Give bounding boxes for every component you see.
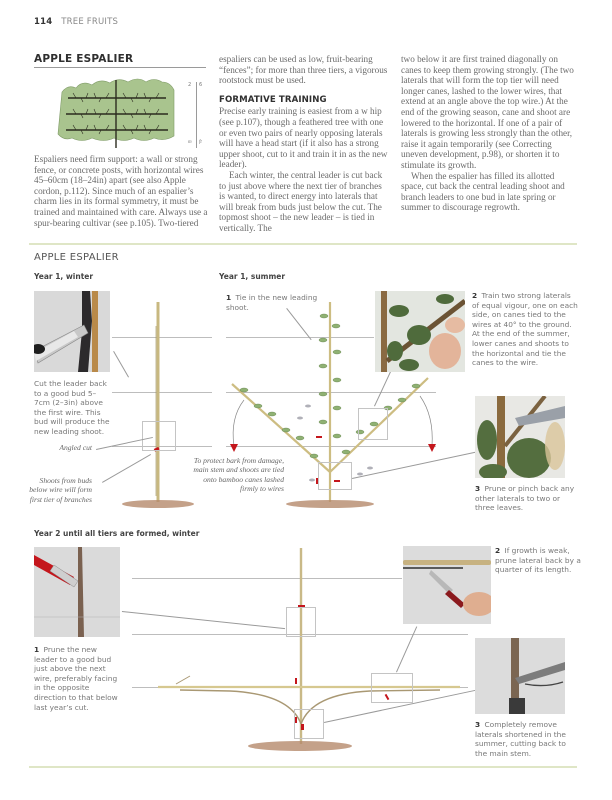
remove-lateral-callout <box>294 709 324 739</box>
step-number: 1 <box>226 293 232 302</box>
intro-paragraph-1: Espaliers need firm support: a wall or strong fence, or concrete posts, with horizontal wires 45–60cm (18–24in) apart (see also Apple cordon, p.112). Since much of an espalier’s charm lies in its formal symmetry, it must be trained and maintained with care. Always use a spur-bearing cultivar (see p.105). Two-tiered <box>34 154 208 228</box>
remove-laterals-photo <box>475 638 565 714</box>
scale-top-ft: 6 <box>199 82 203 88</box>
tie-callout <box>358 408 388 440</box>
year1-winter-heading: Year 1, winter <box>34 272 94 281</box>
step-number: 2 <box>472 291 478 300</box>
espalier-illustration <box>56 78 182 150</box>
intro-column-3 <box>401 54 577 213</box>
step-number: 2 <box>495 546 501 555</box>
year2-heading: Year 2 until all tiers are formed, winter <box>34 529 200 538</box>
year1-summer-heading: Year 1, summer <box>219 272 286 281</box>
scale-bar <box>188 82 210 148</box>
shoots-from-buds-label: Shoots from buds below wire will form first tier of branches <box>29 476 92 504</box>
bamboo-cane-note: To protect bark from damage, main stem and shoots are tied onto bamboo canes lashed firmly to wires <box>193 456 284 494</box>
step-number: 3 <box>475 484 481 493</box>
scale-line <box>196 82 197 148</box>
year2-step1: 1 Prune the new leader to a good bud just above the next wire, preferably facing in the opposite direction to that below last year’s cut. <box>34 645 118 712</box>
pruning-leader-photo <box>34 547 120 637</box>
year1-winter-caption: Cut the leader back to a good bud 5–7cm (2–3in) above the first wire. This bud will produce the new leading shoot. <box>34 379 110 436</box>
scale-top-m: 2 <box>188 82 192 88</box>
step-number: 3 <box>475 720 481 729</box>
scale-bottom-ft: ft <box>199 140 202 145</box>
scale-bottom-m: m <box>188 140 192 145</box>
formative-paragraph-2: Each winter, the central leader is cut back to just above where the next tier of branches is wanted, to direct energy into laterals that will break from buds just below the cut. The topmost shoot – the new leader – is tied in vertically. The <box>219 169 383 233</box>
running-head <box>34 17 118 27</box>
page-bottom-divider <box>29 766 577 768</box>
tying-laterals-photo <box>375 291 465 372</box>
section-divider <box>29 243 577 245</box>
year1-summer-step3: 3 Prune or pinch back any other laterals to two or three leaves. <box>475 484 575 513</box>
title-rule <box>34 67 206 68</box>
formative-training-heading: FORMATIVE TRAINING <box>219 94 327 105</box>
pinch-callout <box>318 462 352 490</box>
year2-step3: 3 Completely remove laterals shortened in the summer, cutting back to the main stem. <box>475 720 566 758</box>
formative-paragraph-3: two below it are first trained diagonally on canes to keep them growing strongly. (The two laterals that will form the top tier will need longer canes, lashed to the lower wires, that extend at an angle above the top wire.) At the end of the growing season, cane and shoot are lowered to the horizontal. If one of a pair of laterals is growing less strongly than the other, raise it again temporarily (see Correcting uneven development, p.98), or shorten it to stimulate its growth. <box>401 54 574 170</box>
intro-column-2 <box>219 54 389 234</box>
intro-column-1 <box>34 154 209 228</box>
angled-cut-label: Angled cut <box>59 443 92 452</box>
year1-summer-step2: 2 Train two strong laterals of equal vigour, one on each side, on canes tied to the wires at 40° to the ground. At the end of the summer, lower canes and shoots to the horizontal and tie the canes to the wire. <box>472 291 578 368</box>
article-title: APPLE ESPALIER <box>34 53 134 65</box>
page-number: 114 <box>34 17 53 27</box>
pruning-cut-photo <box>34 291 110 372</box>
year2-step2: 2 If growth is weak, prune lateral back by a quarter of its length. <box>495 546 581 575</box>
lateral-prune-photo <box>403 546 491 624</box>
leader-cut-callout <box>286 607 316 637</box>
pinching-laterals-photo <box>475 396 565 478</box>
lateral-prune-callout <box>371 673 413 703</box>
angled-cut-callout <box>142 421 176 451</box>
step-number: 1 <box>34 645 40 654</box>
year1-summer-step1: 1 Tie in the new leading shoot. <box>226 293 318 312</box>
formative-paragraph-1: Precise early training is easiest from a w hip (see p.107), though a feathered tree with one or even two pairs of nearly opposing laterals will have a head start (if it also has a strong upper shoot, cut to it and train it in as the new leader). <box>219 106 388 170</box>
formative-paragraph-4: When the espalier has filled its allotted space, cut back the central leading shoot and branch leaders to one bud in late spring or summer to discourage regrowth. <box>401 170 565 213</box>
intro-paragraph-2: espaliers can be used as low, fruit-bearing “fences”; for more than three tiers, a vigorous rootstock must be used. <box>219 54 388 86</box>
diagram-title: APPLE ESPALIER <box>34 252 119 263</box>
section-name: TREE FRUITS <box>61 17 119 27</box>
